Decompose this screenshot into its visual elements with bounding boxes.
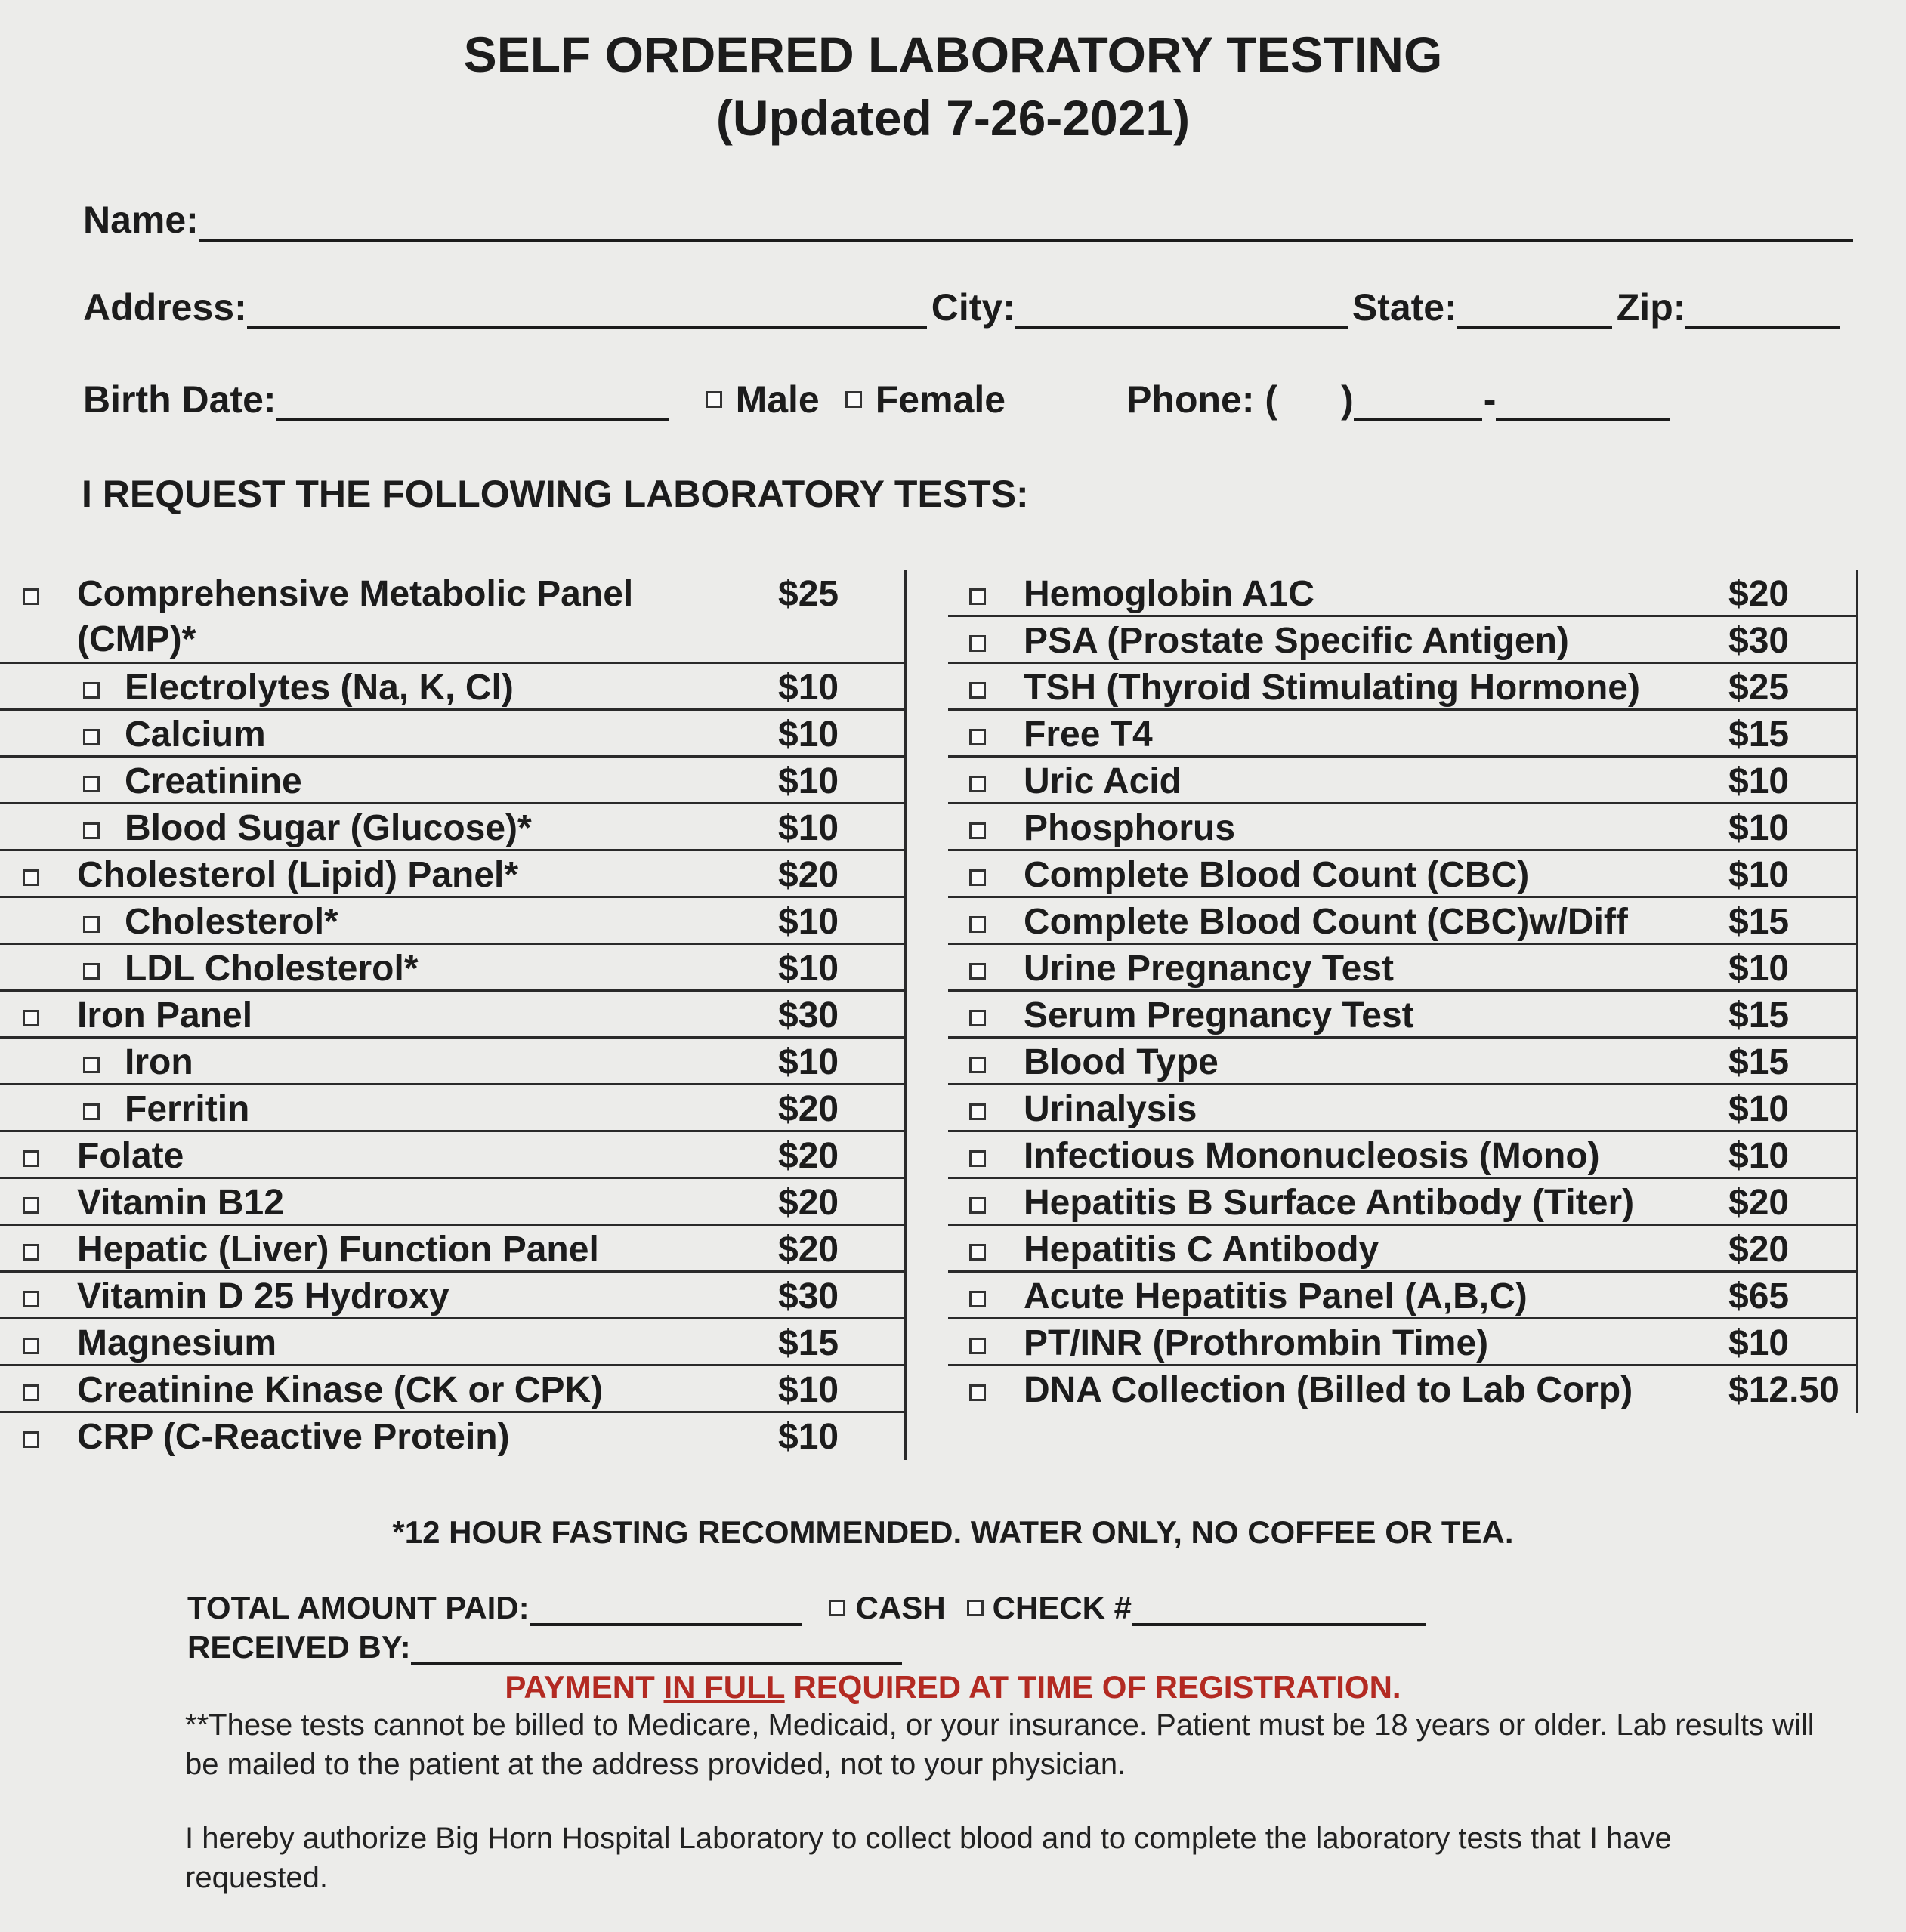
- test-checkbox[interactable]: [23, 1244, 39, 1261]
- test-name: Serum Pregnancy Test: [1024, 995, 1414, 1035]
- test-price: $15: [1728, 1042, 1790, 1082]
- test-name: Hepatitis B Surface Antibody (Titer): [1024, 1183, 1635, 1223]
- test-price: $10: [778, 1417, 839, 1457]
- test-price: $10: [778, 808, 839, 848]
- left-test-column: [0, 570, 907, 1460]
- test-price: $10: [1728, 1323, 1790, 1363]
- male-label: Male: [735, 378, 820, 421]
- authorization-text: I hereby authorize Big Horn Hospital Laboratory to collect blood and to complete the laboratory tests that I have requested.: [185, 1822, 1672, 1894]
- test-row: [0, 711, 904, 758]
- phone-line-field[interactable]: [1496, 388, 1670, 421]
- test-price: $15: [1728, 714, 1790, 755]
- test-row: [0, 1132, 904, 1179]
- test-row: [948, 1039, 1856, 1085]
- received-by-label: RECEIVED BY:: [187, 1629, 411, 1665]
- test-name: DNA Collection (Billed to Lab Corp): [1024, 1370, 1633, 1410]
- check-option[interactable]: [967, 1590, 1132, 1626]
- check-checkbox[interactable]: [967, 1600, 984, 1616]
- test-checkbox[interactable]: [23, 1150, 39, 1167]
- test-price: $10: [778, 1370, 839, 1410]
- header: [0, 23, 1906, 150]
- test-row: [0, 1226, 904, 1273]
- test-name: Phosphorus: [1024, 808, 1236, 848]
- phone-dash: -: [1483, 378, 1497, 421]
- cash-label: CASH: [855, 1590, 946, 1625]
- test-checkbox[interactable]: [969, 1384, 986, 1401]
- male-checkbox[interactable]: [706, 391, 722, 408]
- test-checkbox[interactable]: [969, 1244, 986, 1261]
- test-price: $10: [1728, 761, 1790, 801]
- test-checkbox[interactable]: [969, 1291, 986, 1307]
- test-checkbox[interactable]: [969, 869, 986, 886]
- received-row: [187, 1629, 907, 1665]
- test-row: [0, 1085, 904, 1132]
- test-checkbox[interactable]: [969, 1338, 986, 1354]
- test-row: [0, 1273, 904, 1319]
- test-name: Acute Hepatitis Panel (A,B,C): [1024, 1276, 1528, 1316]
- test-checkbox[interactable]: [969, 916, 986, 933]
- test-name: Urine Pregnancy Test: [1024, 949, 1394, 989]
- test-row: [0, 664, 904, 711]
- test-row: [948, 711, 1856, 758]
- female-option[interactable]: [845, 378, 1006, 421]
- test-row: [0, 1039, 904, 1085]
- right-test-column: [948, 570, 1858, 1413]
- test-checkbox[interactable]: [969, 729, 986, 745]
- test-row: [0, 804, 904, 851]
- test-price: $20: [778, 855, 839, 895]
- birth-date-label: Birth Date:: [83, 378, 276, 421]
- test-checkbox[interactable]: [969, 1150, 986, 1167]
- test-price: $15: [778, 1323, 839, 1363]
- test-row: [948, 1226, 1856, 1273]
- test-name: Blood Type: [1024, 1042, 1219, 1082]
- test-checkbox[interactable]: [969, 588, 986, 605]
- payment-row: [187, 1590, 1431, 1626]
- test-row: [0, 1179, 904, 1226]
- test-name: Folate: [77, 1136, 184, 1176]
- address-row: [83, 285, 1845, 329]
- test-name: Vitamin D 25 Hydroxy: [77, 1276, 449, 1316]
- test-row: [948, 898, 1856, 945]
- check-label: CHECK #: [992, 1590, 1132, 1625]
- test-checkbox[interactable]: [83, 1103, 100, 1120]
- test-row: [948, 1179, 1856, 1226]
- test-checkbox[interactable]: [83, 729, 100, 745]
- test-name-continued: (CMP)*: [77, 619, 196, 659]
- test-name: LDL Cholesterol*: [125, 949, 419, 989]
- test-name: Comprehensive Metabolic Panel: [77, 574, 634, 614]
- state-label: State:: [1351, 286, 1457, 329]
- test-name: Urinalysis: [1024, 1089, 1197, 1129]
- test-checkbox[interactable]: [969, 635, 986, 652]
- test-row: [948, 758, 1856, 804]
- name-row: [83, 198, 1858, 242]
- test-name: TSH (Thyroid Stimulating Hormone): [1024, 668, 1640, 708]
- test-row: [948, 851, 1856, 898]
- test-price: $10: [778, 714, 839, 755]
- test-row: [0, 945, 904, 992]
- test-name: Iron: [125, 1042, 193, 1082]
- payment-note: [0, 1669, 1906, 1705]
- test-checkbox[interactable]: [83, 963, 100, 980]
- test-row: [0, 1366, 904, 1413]
- test-row: [948, 945, 1856, 992]
- test-row: [948, 1319, 1856, 1366]
- test-price: $20: [778, 1183, 839, 1223]
- page-title: SELF ORDERED LABORATORY TESTING: [463, 26, 1443, 82]
- test-price: $20: [1728, 574, 1790, 614]
- phone-close-paren: ): [1341, 378, 1354, 421]
- test-price: $30: [778, 995, 839, 1035]
- test-checkbox[interactable]: [969, 1103, 986, 1120]
- name-label: Name:: [83, 199, 199, 241]
- request-heading: I REQUEST THE FOLLOWING LABORATORY TESTS:: [82, 473, 1029, 515]
- address-label: Address:: [83, 286, 247, 329]
- name-field[interactable]: [199, 208, 1853, 242]
- check-number-field[interactable]: [1132, 1596, 1426, 1626]
- test-checkbox[interactable]: [23, 1291, 39, 1307]
- test-name: Cholesterol*: [125, 902, 338, 942]
- test-row: [0, 570, 904, 664]
- phone-label: Phone: (: [1126, 378, 1278, 421]
- test-name: Cholesterol (Lipid) Panel*: [77, 855, 519, 895]
- test-name: Iron Panel: [77, 995, 253, 1035]
- test-price: $30: [778, 1276, 839, 1316]
- test-row: [948, 1273, 1856, 1319]
- test-price: $20: [778, 1230, 839, 1270]
- city-label: City:: [931, 286, 1015, 329]
- cash-checkbox[interactable]: [829, 1600, 845, 1616]
- test-row: [948, 992, 1856, 1039]
- birth-date-field[interactable]: [276, 388, 669, 421]
- state-field[interactable]: [1457, 296, 1612, 329]
- test-price: $12.50: [1728, 1370, 1840, 1410]
- test-name: Free T4: [1024, 714, 1153, 755]
- female-checkbox[interactable]: [845, 391, 862, 408]
- test-name: Complete Blood Count (CBC)w/Diff: [1024, 902, 1628, 942]
- test-price: $25: [778, 574, 839, 614]
- test-price: $15: [1728, 902, 1790, 942]
- fasting-note: *12 HOUR FASTING RECOMMENDED. WATER ONLY, NO COFFEE OR TEA.: [392, 1514, 1514, 1550]
- test-price: $20: [778, 1136, 839, 1176]
- test-price: $20: [778, 1089, 839, 1129]
- test-checkbox[interactable]: [969, 1057, 986, 1073]
- test-price: $10: [1728, 949, 1790, 989]
- test-price: $10: [1728, 855, 1790, 895]
- test-checkbox[interactable]: [969, 1197, 986, 1214]
- test-checkbox[interactable]: [23, 1010, 39, 1026]
- test-checkbox[interactable]: [969, 1010, 986, 1026]
- test-name: PT/INR (Prothrombin Time): [1024, 1323, 1489, 1363]
- received-by-field[interactable]: [411, 1635, 902, 1665]
- city-field[interactable]: [1015, 296, 1348, 329]
- female-label: Female: [875, 378, 1006, 421]
- payment-note-start: PAYMENT: [505, 1669, 664, 1705]
- test-name: Vitamin B12: [77, 1183, 284, 1223]
- test-price: $30: [1728, 621, 1790, 661]
- test-price: $65: [1728, 1276, 1790, 1316]
- test-row: [0, 851, 904, 898]
- test-checkbox[interactable]: [969, 682, 986, 699]
- test-name: Ferritin: [125, 1089, 250, 1129]
- test-checkbox[interactable]: [83, 682, 100, 699]
- zip-label: Zip:: [1616, 286, 1686, 329]
- test-checkbox[interactable]: [83, 822, 100, 839]
- total-paid-label: TOTAL AMOUNT PAID:: [187, 1590, 530, 1625]
- test-checkbox[interactable]: [23, 588, 39, 605]
- test-name: CRP (C-Reactive Protein): [77, 1417, 510, 1457]
- payment-note-emphasis: IN FULL: [663, 1669, 785, 1705]
- test-price: $10: [778, 949, 839, 989]
- test-checkbox[interactable]: [83, 916, 100, 933]
- test-name: Hepatic (Liver) Function Panel: [77, 1230, 599, 1270]
- test-row: [948, 1132, 1856, 1179]
- test-row: [948, 1366, 1856, 1413]
- test-row: [0, 898, 904, 945]
- test-checkbox[interactable]: [969, 963, 986, 980]
- test-name: Creatinine: [125, 761, 302, 801]
- test-name: Magnesium: [77, 1323, 277, 1363]
- test-checkbox[interactable]: [23, 1338, 39, 1354]
- test-name: Hepatitis C Antibody: [1024, 1230, 1379, 1270]
- test-row: [0, 758, 904, 804]
- test-checkbox[interactable]: [23, 1384, 39, 1401]
- test-name: Electrolytes (Na, K, Cl): [125, 668, 514, 708]
- test-name: Creatinine Kinase (CK or CPK): [77, 1370, 604, 1410]
- test-price: $10: [1728, 808, 1790, 848]
- test-row: [0, 992, 904, 1039]
- test-price: $15: [1728, 995, 1790, 1035]
- test-checkbox[interactable]: [23, 869, 39, 886]
- phone-prefix-field[interactable]: [1354, 388, 1482, 421]
- test-checkbox[interactable]: [969, 776, 986, 792]
- test-name: PSA (Prostate Specific Antigen): [1024, 621, 1569, 661]
- test-row: [948, 1085, 1856, 1132]
- test-price: $20: [1728, 1230, 1790, 1270]
- test-row: [948, 617, 1856, 664]
- test-checkbox[interactable]: [23, 1197, 39, 1214]
- test-row: [948, 804, 1856, 851]
- payment-note-end: REQUIRED AT TIME OF REGISTRATION.: [784, 1669, 1401, 1705]
- birth-row: [83, 378, 1674, 421]
- test-price: $20: [1728, 1183, 1790, 1223]
- zip-field[interactable]: [1685, 296, 1840, 329]
- page-subtitle: (Updated 7-26-2021): [715, 90, 1191, 146]
- test-row: [948, 570, 1856, 617]
- test-row: [0, 1319, 904, 1366]
- test-price: $10: [1728, 1089, 1790, 1129]
- test-price: $25: [1728, 668, 1790, 708]
- test-name: Complete Blood Count (CBC): [1024, 855, 1530, 895]
- test-name: Blood Sugar (Glucose)*: [125, 808, 532, 848]
- test-name: Infectious Mononucleosis (Mono): [1024, 1136, 1600, 1176]
- address-field[interactable]: [247, 296, 927, 329]
- test-price: $10: [778, 1042, 839, 1082]
- test-checkbox[interactable]: [83, 1057, 100, 1073]
- cash-option[interactable]: [829, 1590, 946, 1626]
- test-row: [948, 664, 1856, 711]
- test-name: Calcium: [125, 714, 266, 755]
- test-price: $10: [1728, 1136, 1790, 1176]
- test-checkbox[interactable]: [969, 822, 986, 839]
- male-option[interactable]: [706, 378, 820, 421]
- total-paid-field[interactable]: [530, 1596, 802, 1626]
- test-price: $10: [778, 902, 839, 942]
- test-row: [0, 1413, 904, 1460]
- test-name: Uric Acid: [1024, 761, 1182, 801]
- test-price: $10: [778, 668, 839, 708]
- test-price: $10: [778, 761, 839, 801]
- test-checkbox[interactable]: [23, 1431, 39, 1448]
- test-checkbox[interactable]: [83, 776, 100, 792]
- test-name: Hemoglobin A1C: [1024, 574, 1314, 614]
- disclaimer-text: **These tests cannot be billed to Medicare, Medicaid, or your insurance. Patient must be 18 years or older. Lab results will be mailed to the patient at the address provided, not to your physician.: [185, 1708, 1815, 1781]
